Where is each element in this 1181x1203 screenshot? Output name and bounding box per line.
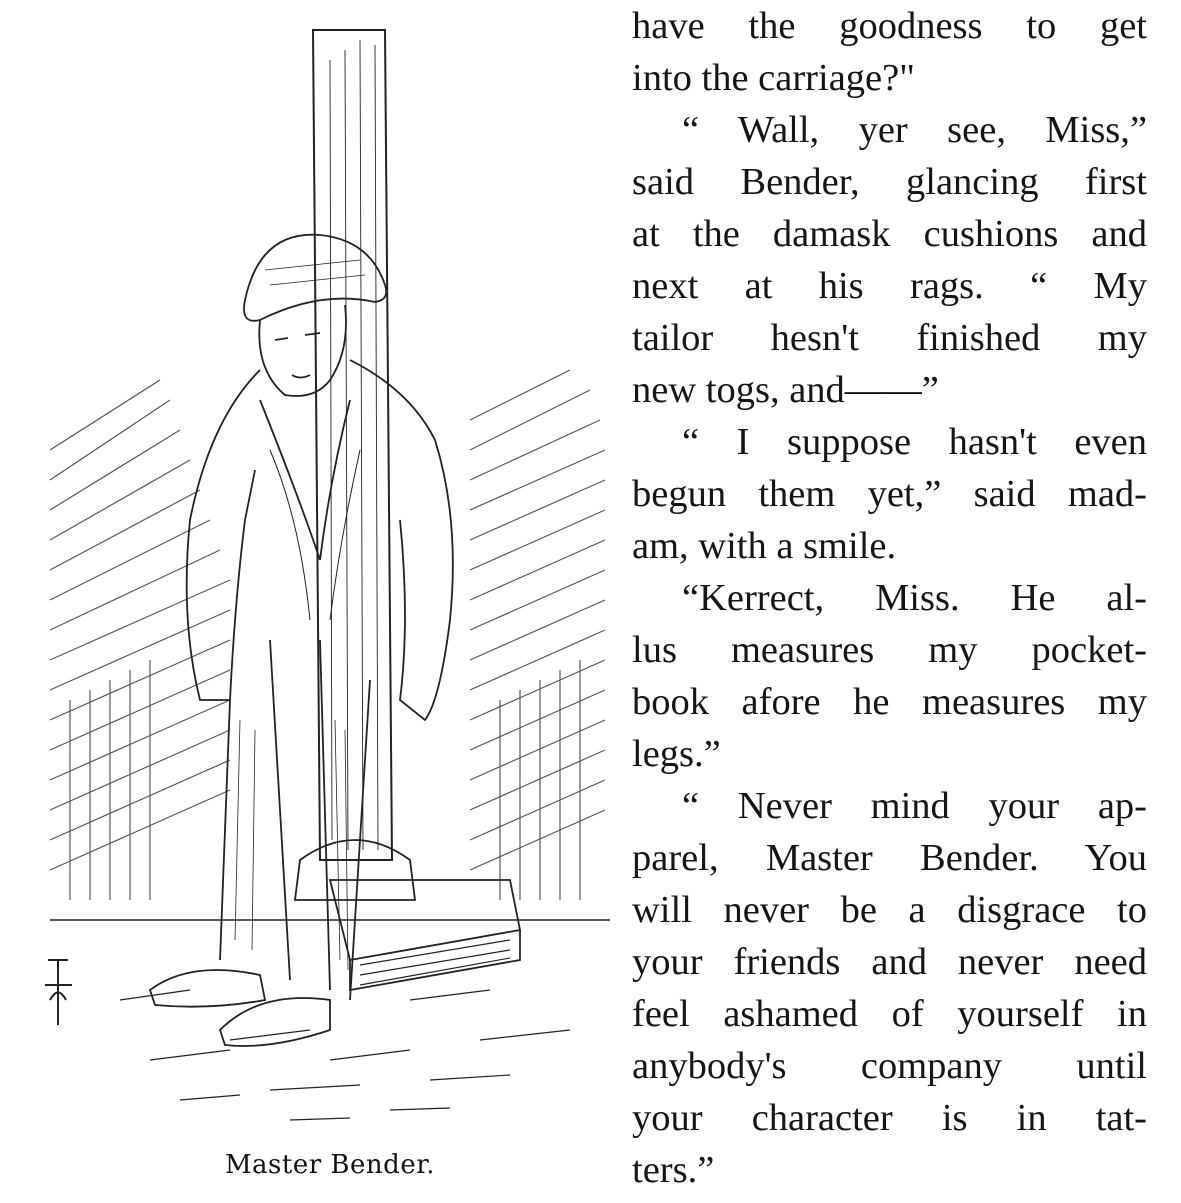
text-line: parel, Master Bender. You [632, 837, 1147, 879]
text-line: into the carriage?" [632, 57, 915, 99]
engraving-illustration [30, 0, 620, 1140]
artist-monogram [45, 960, 72, 1025]
text-line: new togs, and——” [632, 369, 939, 411]
body-text-column [632, 0, 1147, 1196]
text-line: feel ashamed of yourself in [632, 993, 1147, 1035]
boy-leaning-on-post-engraving [30, 0, 620, 1140]
text-line: anybody's company until [632, 1045, 1147, 1087]
text-line: have the goodness to get [632, 5, 1147, 47]
stone-base [330, 880, 520, 990]
text-line: book afore he measures my [632, 681, 1147, 723]
text-line: at the damask cushions and [632, 213, 1147, 255]
text-line: lus measures my pocket- [632, 629, 1147, 671]
wooden-post [295, 30, 415, 900]
text-line: next at his rags. “ My [632, 265, 1147, 307]
text-line: your character is in tat- [632, 1097, 1147, 1139]
illustration-caption: Master Bender. [224, 1150, 436, 1180]
text-line: “ I suppose hasn't even [682, 421, 1147, 463]
text-line: will never be a disgrace to [632, 889, 1147, 931]
background-hatching [50, 370, 605, 900]
text-line: tailor hesn't finished my [632, 317, 1147, 359]
text-line: “ Wall, yer see, Miss,” [682, 109, 1147, 151]
text-line: begun them yet,” said mad- [632, 473, 1147, 515]
text-line: your friends and never need [632, 941, 1147, 983]
text-line: am, with a smile. [632, 525, 897, 567]
text-line: “Kerrect, Miss. He al- [682, 577, 1147, 619]
text-line: ters.” [632, 1149, 715, 1191]
text-line: said Bender, glancing first [632, 161, 1147, 203]
text-line: “ Never mind your ap- [682, 785, 1147, 827]
text-line: legs.” [632, 733, 721, 775]
boy-figure [150, 235, 453, 1046]
